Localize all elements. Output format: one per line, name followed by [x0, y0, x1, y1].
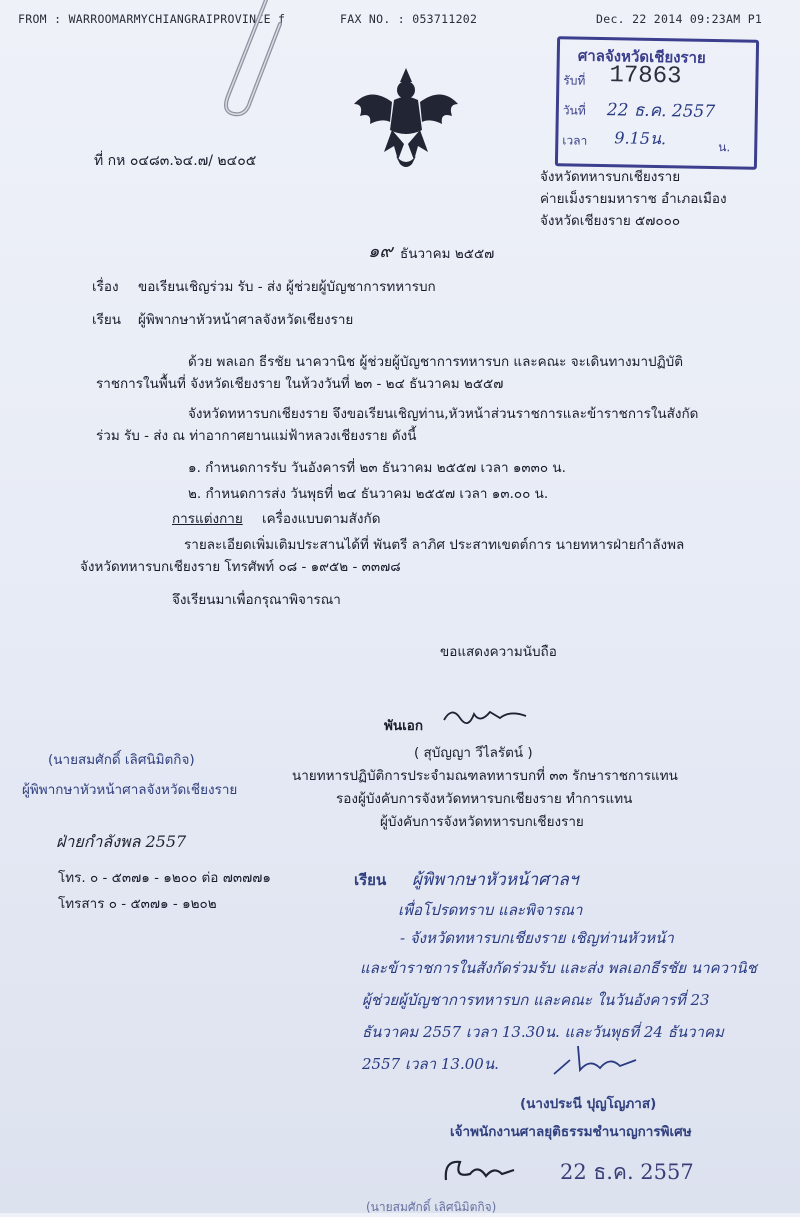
stamp-receive-label: รับที่: [563, 73, 586, 88]
memo-to: ผู้พิพากษาหัวหน้าศาลฯ: [412, 870, 579, 890]
stamp-time-value: 9.15น.: [614, 128, 667, 149]
date-month-year: ธันวาคม ๒๕๕๗: [400, 246, 495, 262]
judge-signature-icon: [440, 1150, 520, 1190]
received-stamp: [555, 36, 759, 170]
fax-number: FAX NO. : 053711202: [340, 12, 478, 26]
body-para1-line2: ราชการในพื้นที่ จังหวัดเชียงราย ในห้วงวันที่ ๒๓ - ๒๔ ธันวาคม ๒๕๕๗: [96, 376, 504, 392]
body-para2-line2: ร่วม รับ - ส่ง ณ ท่าอากาศยานแม่ฟ้าหลวงเชียงราย ดังนี้: [96, 428, 417, 444]
fax-from: FROM : WARROOMARMYCHIANGRAIPROVINCE f: [18, 12, 286, 26]
subject-text: ขอเรียนเชิญร่วม รับ - ส่ง ผู้ช่วยผู้บัญชาการทหารบก: [138, 279, 436, 295]
memo-line-2: และข้าราชการในสังกัดร่วมรับ และส่ง พลเอกธีรชัย นาควานิช: [360, 959, 757, 977]
memo-purpose: เพื่อโปรดทราบ และพิจารณา: [398, 901, 583, 919]
salutation-text: ผู้พิพากษาหัวหน้าศาลจังหวัดเชียงราย: [138, 312, 354, 328]
memo-stamp-label: เรียน: [354, 871, 387, 889]
bottom-cut-name: (นายสมศักดิ์ เลิศนิมิตกิจ): [366, 1200, 497, 1214]
salutation-label: เรียน: [92, 312, 122, 328]
stamp-date-label: วันที่: [562, 103, 586, 118]
dress-code-label: การแต่งกาย: [172, 511, 243, 527]
document-number: ที่ กห ๐๔๘๓.๖๔.๗/ ๒๔๐๕: [94, 153, 257, 169]
signatory-rank: พันเอก: [384, 718, 424, 734]
court-judge-name: (นายสมศักดิ์ เลิศนิมิตกิจ): [48, 752, 195, 768]
body-para2-line1: จังหวัดทหารบกเชียงราย จึงขอเรียนเชิญท่าน,หัวหน้าส่วนราชการและข้าราชการในสังกัด: [188, 406, 699, 422]
memo-officer-name: (นางประนี ปุญโญภาส): [520, 1096, 657, 1112]
sender-address-line1: จังหวัดทหารบกเชียงราย: [540, 169, 681, 185]
stamp-time-unit: น.: [718, 140, 731, 155]
signatory-signature-icon: [440, 700, 530, 730]
paper-clip-icon: [208, 0, 282, 120]
memo-line-1: - จังหวัดทหารบกเชียงราย เชิญท่านหัวหน้า: [400, 929, 674, 947]
dept-handwritten: ฝ่ายกำลังพล 2557: [56, 832, 187, 851]
body-para1-line1: ด้วย พลเอก ธีรชัย นาควานิช ผู้ช่วยผู้บัญชาการทหารบก และคณะ จะเดินทางมาปฏิบัติ: [188, 354, 684, 370]
stamp-receive-number: 17863: [609, 62, 682, 91]
date-day: ๑๙: [368, 241, 393, 262]
dept-phone: โทร. ๐ - ๕๓๗๑ - ๑๒๐๐ ต่อ ๗๓๗๗๑: [58, 870, 271, 886]
memo-line-3: ผู้ช่วยผู้บัญชาการทหารบก และคณะ ในวันอังคารที่ 23: [362, 991, 710, 1009]
contact-line1: รายละเอียดเพิ่มเติมประสานได้ที่ พันตรี ลาภิศ ประสาทเขตต์การ นายทหารฝ่ายกำลังพล: [184, 537, 685, 553]
signatory-title-1: นายทหารปฏิบัติการประจำมณฑลทหารบกที่ ๓๓ รักษาราชการแทน: [292, 768, 678, 784]
closing-request: จึงเรียนมาเพื่อกรุณาพิจารณา: [172, 592, 341, 608]
sender-address-line3: จังหวัดเชียงราย ๕๗๐๐๐: [540, 213, 681, 229]
stamp-time-label: เวลา: [562, 133, 588, 148]
closing-phrase: ขอแสดงความนับถือ: [440, 644, 557, 660]
dress-code-value: เครื่องแบบตามสังกัด: [262, 511, 381, 527]
memo-line-4: ธันวาคม 2557 เวลา 13.30น. และวันพุธที่ 24 ธันวาคม: [362, 1023, 724, 1041]
memo-line-5: 2557 เวลา 13.00น.: [362, 1055, 499, 1073]
schedule-item-1: ๑. กำหนดการรับ วันอังคารที่ ๒๓ ธันวาคม ๒๕๕๗ เวลา ๑๓๓๐ น.: [188, 460, 566, 476]
memo-footer-date: 22 ธ.ค. 2557: [560, 1160, 694, 1184]
subject-label: เรื่อง: [92, 279, 119, 295]
garuda-emblem-icon: [346, 60, 466, 170]
signatory-title-3: ผู้บังคับการจังหวัดทหารบกเชียงราย: [380, 814, 584, 830]
court-judge-position: ผู้พิพากษาหัวหน้าศาลจังหวัดเชียงราย: [22, 782, 238, 798]
fax-datetime: Dec. 22 2014 09:23AM P1: [596, 12, 763, 26]
signatory-title-2: รองผู้บังคับการจังหวัดทหารบกเชียงราย ทำการแทน: [336, 791, 633, 807]
officer-signature-icon: [550, 1040, 640, 1080]
signatory-name: ( สุบัญญา วีไลรัตน์ ): [414, 745, 533, 761]
schedule-item-2: ๒. กำหนดการส่ง วันพุธที่ ๒๔ ธันวาคม ๒๕๕๗ เวลา ๑๓.๐๐ น.: [188, 486, 549, 502]
memo-officer-title: เจ้าพนักงานศาลยุติธรรมชำนาญการพิเศษ: [450, 1124, 692, 1140]
stamp-court-name: ศาลจังหวัดเชียงราย: [577, 46, 706, 67]
stamp-date-value: 22 ธ.ค. 2557: [606, 100, 716, 123]
dept-fax: โทรสาร ๐ - ๕๓๗๑ - ๑๒๐๒: [58, 896, 217, 912]
contact-line2: จังหวัดทหารบกเชียงราย โทรศัพท์ ๐๘ - ๑๙๕๒ - ๓๓๗๘: [80, 559, 401, 575]
sender-address-line2: ค่ายเม็งรายมหาราช อำเภอเมือง: [540, 191, 727, 207]
